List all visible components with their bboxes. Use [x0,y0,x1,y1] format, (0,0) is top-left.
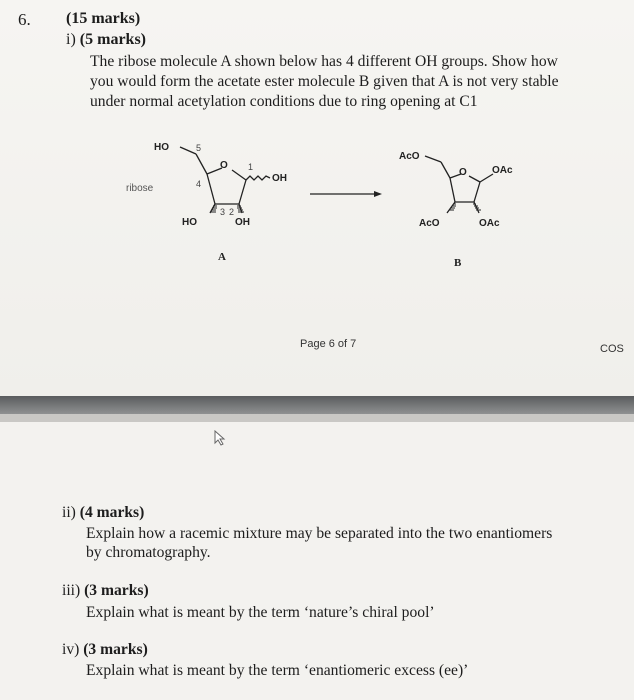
part-iii-header [62,582,149,600]
group-a-c3-ho: HO [182,217,197,228]
part-iv-header [62,641,148,659]
part-iii-numeral: iii) [62,582,81,599]
part-i-numeral: i) [66,31,76,48]
group-b-ring-o: O [459,167,467,178]
part-ii-line-2: by chromatography. [86,544,211,561]
molecule-b-label: B [454,257,462,269]
mouse-pointer-icon [214,430,228,451]
group-b-c1-oac: OAc [492,165,513,176]
locant-a-c2: 2 [229,207,235,217]
page-separator-light [0,414,634,422]
group-a-c2-oh: OH [235,217,250,228]
question-marks: (15 marks) [66,10,141,27]
page-separator-dark [0,396,634,414]
part-i-line-3: under normal acetylation conditions due to ring opening at C1 [90,93,478,110]
molecule-a-name: ribose [126,183,154,194]
molecule-a-structure [120,130,300,270]
locant-a-c4: 4 [196,179,202,189]
locant-a-c1: 1 [248,162,254,172]
part-iv-numeral: iv) [62,641,80,658]
question-number: 6. [18,10,31,29]
molecule-a-label: A [218,251,226,263]
part-iii-text: Explain what is meant by the term ‘nature’s chiral pool’ [86,604,435,621]
locant-a-c5: 5 [196,143,202,153]
reaction-arrow [310,187,382,199]
part-i-header [66,31,146,49]
group-b-c3-aco: AcO [419,218,440,229]
part-iii-marks: (3 marks) [84,582,149,599]
group-a-ring-o: O [220,160,228,171]
part-ii-marks: (4 marks) [79,504,145,521]
molecule-b-drawing [395,140,535,275]
group-a-top-ho: HO [154,142,169,153]
molecule-a-drawing [120,130,300,270]
part-i-line-2: you would form the acetate ester molecule B given that A is not very stable [90,73,559,90]
part-ii-header [62,504,144,522]
arrow-right-icon [310,188,382,200]
locant-a-c3: 3 [220,207,226,217]
part-ii-numeral: ii) [62,504,76,521]
part-i-line-1: The ribose molecule A shown below has 4 different OH groups. Show how [90,53,558,70]
part-ii-line-1: Explain how a racemic mixture may be separated into the two enantiomers [86,525,553,542]
part-i-text [90,52,630,112]
page-number: Page 6 of 7 [300,338,357,350]
part-i-marks: (5 marks) [79,31,146,48]
group-b-top-aco: AcO [399,151,420,162]
group-b-c2-oac: OAc [479,218,500,229]
course-code: COS [600,343,624,355]
group-a-c1-oh: OH [272,173,287,184]
part-iv-marks: (3 marks) [83,641,148,658]
part-iv-text: Explain what is meant by the term ‘enantiomeric excess (ee)’ [86,662,469,679]
molecule-b-structure [395,140,535,275]
